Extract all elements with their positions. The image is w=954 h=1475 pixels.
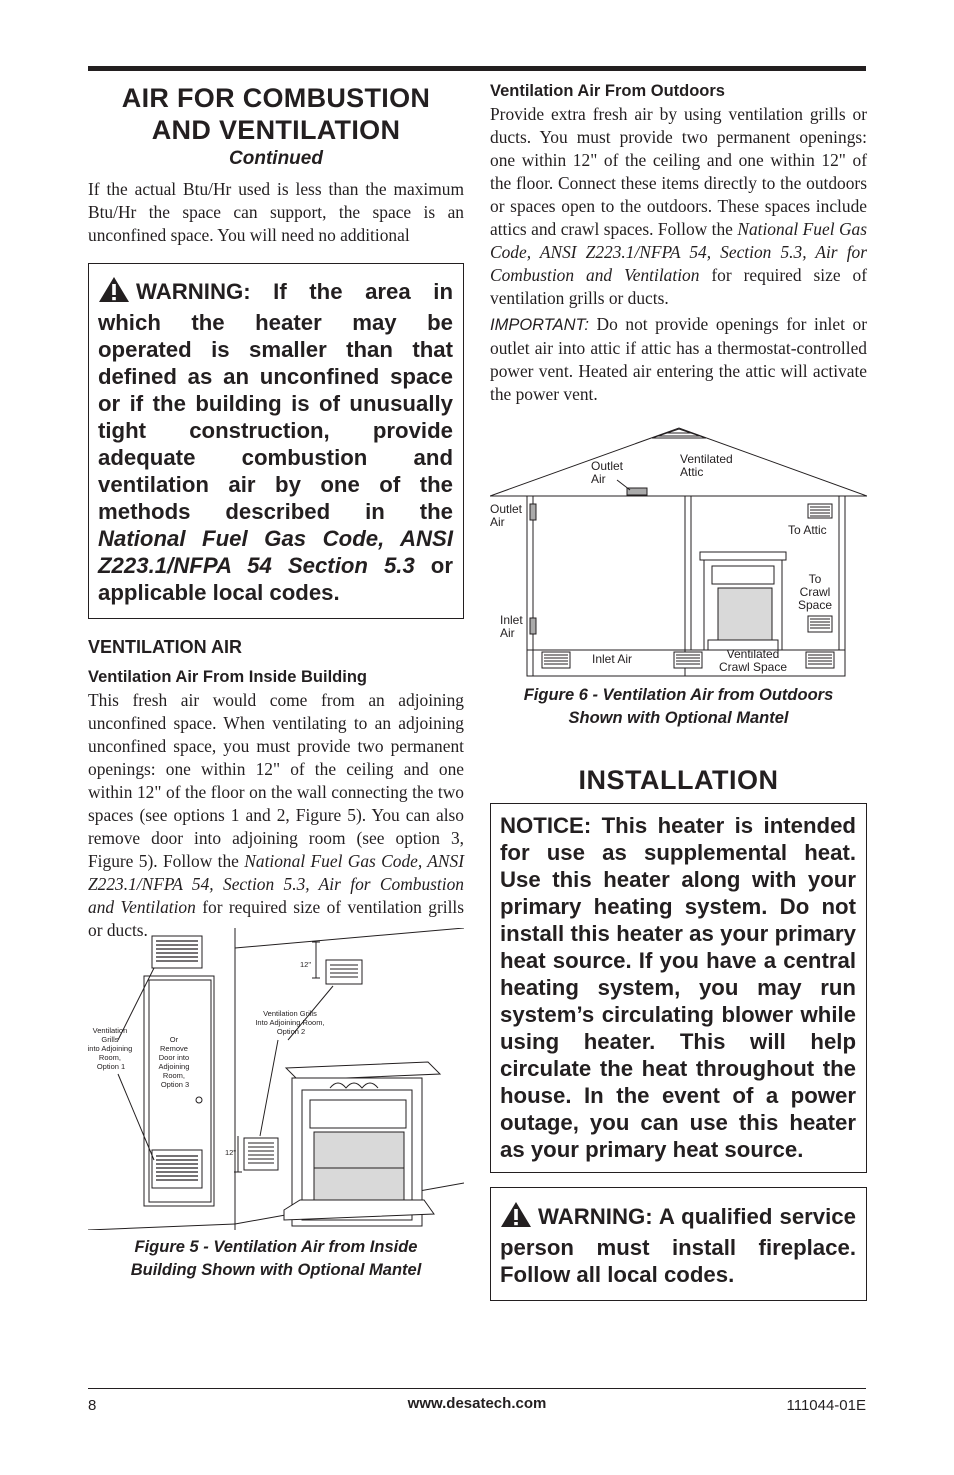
intro-paragraph: If the actual Btu/Hr used is less than the maximum Btu/Hr the space can support, the space is an unconfined space. You will need no additional	[88, 179, 464, 245]
page-footer	[88, 1388, 866, 1414]
fig6-grille-crawl-middle	[674, 652, 702, 668]
figure5-caption-line1: Figure 5 - Ventilation Air from Inside	[134, 1238, 418, 1256]
figure6-illustration	[490, 420, 867, 678]
warning-box-combustion	[88, 263, 464, 619]
fig6-grille-crawl-left	[542, 652, 570, 668]
outdoors-text-a: Provide extra fresh air by using ventilation grills or ducts. You must provide two permanent openings: one within 12" of the ceiling and one within 12" of the floor. Connect these items directly to the outdoors or spaces open to the outdoors. These spaces include attics and crawl spaces. Follow the	[490, 104, 867, 239]
important-text: Do not provide openings for inlet or outlet air into attic if attic has a thermostat-controlled power vent. Heated air entering the attic will activate the power vent.	[490, 314, 867, 404]
fig5-label-option1: Ventilation Grills into Adjoining Room, Option 1	[88, 1026, 133, 1071]
section-title-line2: AND VENTILATION	[151, 115, 401, 145]
figure6-caption-line2: Shown with Optional Mantel	[568, 709, 789, 727]
figure6-caption	[490, 684, 867, 730]
warning-triangle-icon	[98, 276, 130, 309]
fig6-grille-crawl-right	[806, 652, 834, 668]
inside-text-b: for required size of ventilation grills or ducts.	[88, 897, 464, 940]
fig5-ceiling-line	[235, 928, 464, 948]
fig6-label-outlet-wall: Outlet Air	[490, 502, 523, 529]
warning-box-installer	[490, 1187, 867, 1301]
fig6-label-to-crawl: To Crawl Space	[797, 572, 833, 612]
continued-label: Continued	[229, 148, 323, 169]
inside-text-a: This fresh air would come from an adjoining unconfined space. When ventilating to an adjoining unconfined space, you must provide two permanent openings: one within 12" of the ceiling and one within 12" of the floor on the wall connecting the two spaces (see options 1 and 2, Figure 5). You can also remove door into adjoining room (see option 3, Figure 5). Follow the	[88, 690, 464, 871]
inside-building-heading: Ventilation Air From Inside Building	[88, 668, 367, 686]
fig6-label-inlet-wall: Inlet Air	[500, 613, 523, 640]
page-number: 8	[88, 1397, 97, 1414]
fig6-label-to-attic: To Attic	[788, 523, 827, 537]
top-rule	[88, 66, 866, 71]
fig6-mantel-heater	[700, 552, 786, 650]
outdoors-code-ref: National Fuel Gas Code, ANSI Z223.1/NFPA 54, Section 5.3, Air for Combustion and Ventilation	[490, 219, 867, 285]
fig5-dim-top-label: 12"	[300, 960, 312, 969]
fig6-grille-to-crawl	[808, 616, 832, 632]
ventilation-air-heading: VENTILATION AIR	[88, 637, 242, 657]
section-title-line1: AIR FOR COMBUSTION	[121, 83, 431, 113]
fig6-inlet-air-vent	[530, 618, 536, 634]
important-paragraph	[490, 313, 867, 406]
fig5-door-knob	[196, 1097, 202, 1103]
fig6-attic-outlet-vent	[627, 488, 647, 495]
fig6-label-ventilated-attic: Ventilated Attic	[680, 452, 733, 479]
footer-website: www.desatech.com	[407, 1395, 547, 1412]
fig5-mantel-heater	[284, 1062, 440, 1226]
installation-title: INSTALLATION	[578, 765, 779, 795]
section-title	[88, 82, 464, 146]
footer-doc-code: 111044-01E	[786, 1397, 866, 1414]
warning1-lead: WARNING: If the area in which the heater may be operated is smaller than that defined as an unconfined space or if the building is of unusually tight construction, provide adequate combustion and ventilation air by one of the methods described in the	[98, 279, 453, 524]
right-column	[490, 82, 867, 406]
inside-code-ref: National Fuel Gas Code, ANSI Z223.1/NFPA 54, Section 5.3, Air for Combustion and Ventilation	[88, 851, 464, 917]
fig5-leader-option2-bottom	[260, 1040, 278, 1136]
warning1-tail: or applicable local codes.	[98, 553, 453, 605]
outdoors-heading: Ventilation Air From Outdoors	[490, 82, 725, 100]
important-label: IMPORTANT:	[490, 316, 589, 334]
fig5-label-option3: Or Remove Door into Adjoining Room, Option 3	[158, 1035, 190, 1089]
warning-triangle-icon	[500, 1201, 532, 1234]
warning-text-combustion	[98, 276, 453, 606]
fig6-outlet-air-vent	[530, 504, 536, 520]
left-column	[88, 82, 464, 942]
warning-text-installer	[500, 1201, 856, 1288]
fig6-label-outlet-attic: Outlet Air	[591, 459, 624, 486]
fig6-label-ventilated-crawl: Ventilated Crawl Space	[718, 647, 788, 674]
fig5-dim-bottom-label: 12"	[225, 1148, 237, 1157]
figure5-caption-line2: Building Shown with Optional Mantel	[130, 1261, 422, 1279]
outdoors-text-b: for required size of ventilation grills or ducts.	[490, 265, 867, 308]
outdoors-paragraph	[490, 103, 867, 310]
notice-text: NOTICE: This heater is intended for use as supplemental heat. Use this heater along with your primary heating system. Do not install this heater as your primary heat source. If you have a central heating system, you may run system’s circulating blower while using heater. This will help circulate the heat throughout the house. In the event of a power outage, you can use this heater as your primary heat source.	[500, 813, 856, 1162]
warning1-code-ref: National Fuel Gas Code, ANSI Z223.1/NFPA 54 Section 5.3	[98, 526, 453, 578]
figure6-caption-line1: Figure 6 - Ventilation Air from Outdoors	[523, 686, 834, 704]
notice-box	[490, 803, 867, 1173]
figure5-caption	[88, 1236, 464, 1282]
fig6-label-inlet-floor: Inlet Air	[592, 652, 633, 666]
figure5-illustration	[88, 928, 464, 1230]
inside-building-paragraph	[88, 689, 464, 942]
fig5-label-option2: Ventilation Grills Into Adjoining Room, Option 2	[255, 1009, 325, 1036]
warning2-text: WARNING: A qualified service person must install fireplace. Follow all local codes.	[500, 1204, 856, 1287]
fig5-grille-top-option2	[326, 960, 362, 984]
